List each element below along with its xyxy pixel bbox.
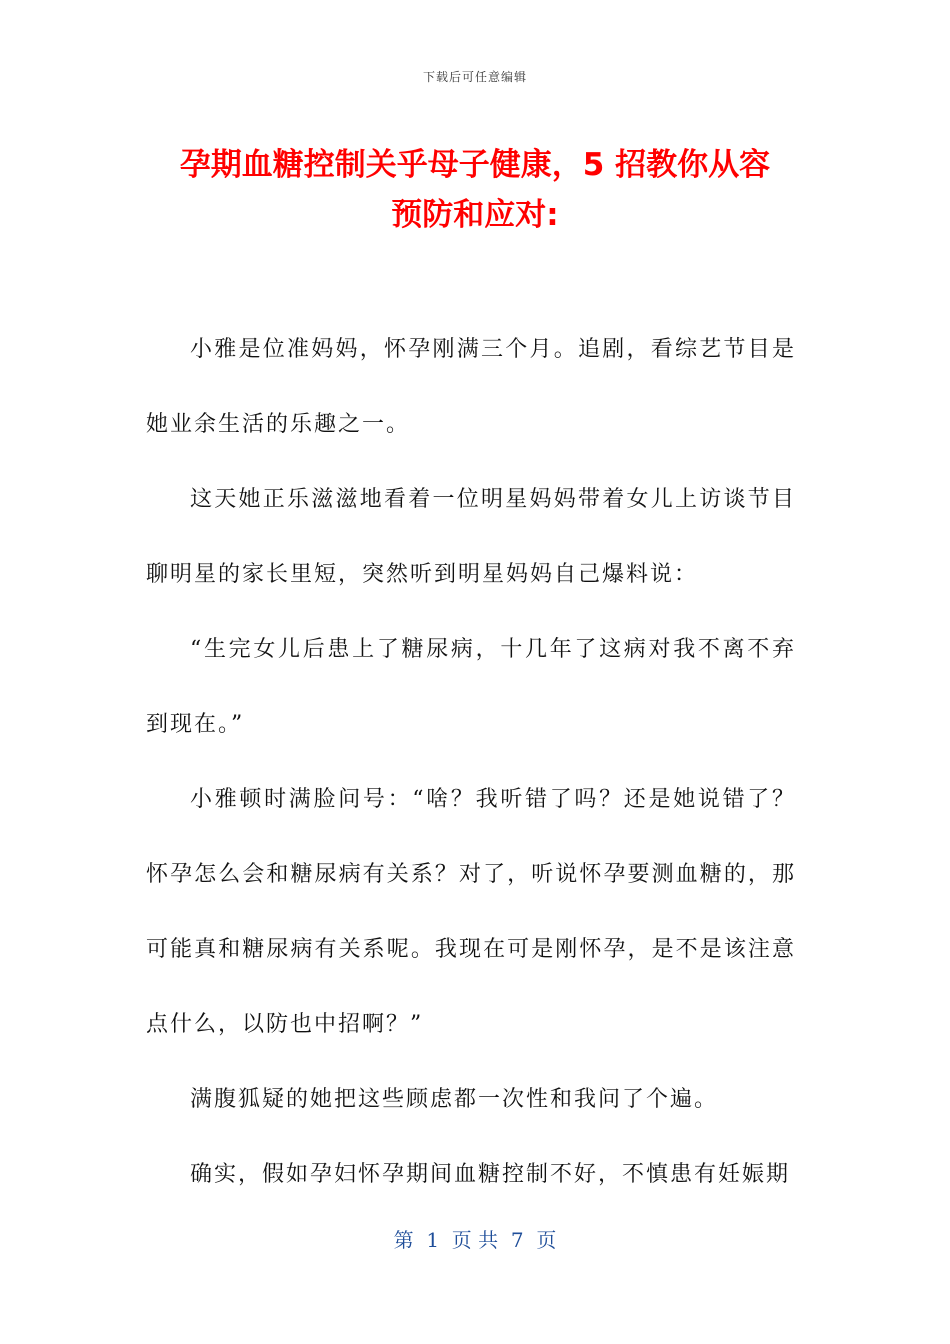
article-title — [140, 140, 810, 240]
title-line-1: 孕期血糖控制关乎母子健康，5 招教你从容 — [179, 147, 771, 183]
page-number-footer: 第 1 页 共 7 页 — [393, 1228, 557, 1252]
header-note: 下载后可任意编辑 — [422, 70, 527, 84]
paragraph: 小雅是位准妈妈，怀孕刚满三个月。追剧，看综艺节目是她业余生活的乐趣之一。 — [146, 337, 796, 437]
title-line-2: 预防和应对: — [391, 197, 559, 233]
paragraph: 小雅顿时满脸问号：“啥？我听错了吗？还是她说错了？怀孕怎么会和糖尿病有关系？对了，听说怀孕要测血糖的，那可能真和糖尿病有关系呢。我现在可是刚怀孕，是不是该注意点什么，以防也中招啊？” — [146, 787, 796, 1037]
paragraph: “生完女儿后患上了糖尿病，十几年了这病对我不离不弃到现在。” — [146, 637, 796, 737]
paragraph: 确实，假如孕妇怀孕期间血糖控制不好，不慎患有妊娠期 — [190, 1162, 791, 1187]
article-body — [146, 312, 796, 1212]
paragraph: 这天她正乐滋滋地看着一位明星妈妈带着女儿上访谈节目聊明星的家长里短，突然听到明星妈妈自己爆料说： — [146, 487, 796, 587]
paragraph: 满腹狐疑的她把这些顾虑都一次性和我问了个遍。 — [190, 1087, 719, 1112]
